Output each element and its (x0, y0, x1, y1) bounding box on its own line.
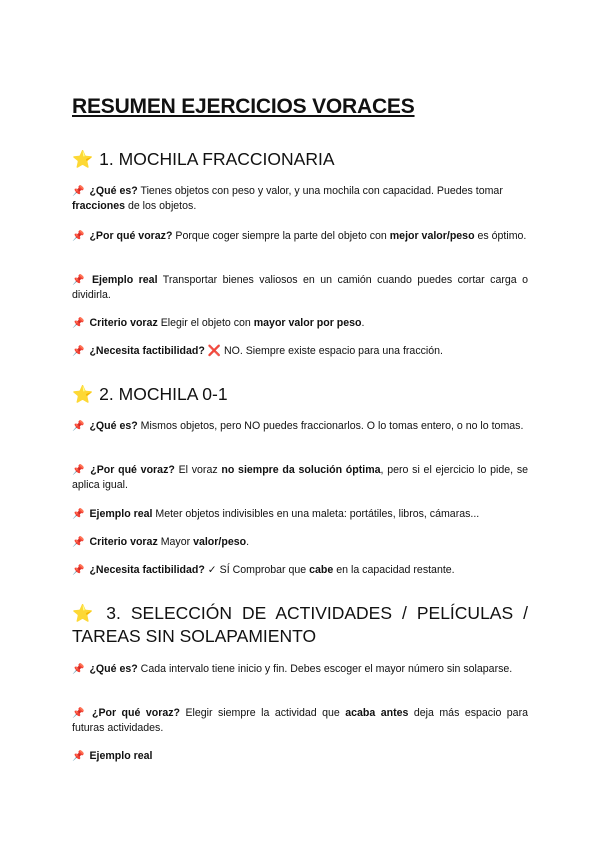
pushpin-icon: 📌 (72, 275, 87, 286)
star-icon: ⭐ (72, 150, 94, 169)
bullet-item: 📌 Ejemplo real Meter objetos indivisibles en una maleta: portátiles, libros, cámaras... (72, 508, 480, 520)
bullet-item: 📌 ¿Por qué voraz? Elegir siempre la actividad que acaba antes deja más espacio para futuras actividades. (72, 707, 528, 734)
pushpin-icon: 📌 (72, 231, 85, 242)
bullet-item: 📌 Criterio voraz Mayor valor/peso. (72, 536, 250, 548)
cross-icon: ❌ (207, 345, 221, 357)
bullet-item: 📌 Criterio voraz Elegir el objeto con mayor valor por peso. (72, 317, 365, 329)
check-icon: ✓ (207, 564, 217, 576)
bullet-item: 📌 ¿Qué es? Tienes objetos con peso y valor, y una mochila con capacidad. Puedes tomar fracciones de los objetos. (72, 185, 503, 212)
document-title: RESUMEN EJERCICIOS VORACES (72, 95, 415, 118)
bullet-item: 📌 Ejemplo real (72, 750, 153, 762)
pushpin-icon: 📌 (72, 421, 85, 432)
pushpin-icon: 📌 (72, 537, 85, 548)
bullet-item: 📌 ¿Por qué voraz? Porque coger siempre la parte del objeto con mejor valor/peso es óptimo. (72, 230, 527, 242)
bullet-item: 📌 ¿Por qué voraz? El voraz no siempre da solución óptima, pero si el ejercicio lo pide, se aplica igual. (72, 464, 529, 491)
section-heading-3: ⭐ 3. SELECCIÓN DE ACTIVIDADES / PELÍCULAS / TAREAS SIN SOLAPAMIENTO (72, 603, 528, 646)
pushpin-icon: 📌 (72, 465, 86, 476)
pushpin-icon: 📌 (72, 346, 85, 357)
pushpin-icon: 📌 (72, 708, 87, 719)
pushpin-icon: 📌 (72, 318, 85, 329)
bullet-item: 📌 Ejemplo real Transportar bienes valiosos en un camión cuando puedes cortar carga o dividirla. (72, 274, 529, 301)
pushpin-icon: 📌 (72, 664, 85, 675)
pushpin-icon: 📌 (72, 751, 85, 762)
bullet-item: 📌 ¿Qué es? Mismos objetos, pero NO puedes fraccionarlos. O lo tomas entero, o no lo tomas. (72, 420, 524, 432)
pushpin-icon: 📌 (72, 186, 85, 197)
star-icon: ⭐ (72, 385, 94, 404)
star-icon: ⭐ (72, 604, 99, 623)
bullet-item: 📌 ¿Necesita factibilidad? ✓ SÍ Comprobar que cabe en la capacidad restante. (72, 564, 455, 576)
bullet-item: 📌 ¿Necesita factibilidad? ❌ NO. Siempre existe espacio para una fracción. (72, 345, 443, 357)
section-heading-1: ⭐ 1. MOCHILA FRACCIONARIA (72, 149, 335, 169)
pushpin-icon: 📌 (72, 565, 85, 576)
bullet-item: 📌 ¿Qué es? Cada intervalo tiene inicio y fin. Debes escoger el mayor número sin solaparse. (72, 663, 513, 675)
section-heading-2: ⭐ 2. MOCHILA 0-1 (72, 384, 228, 404)
pushpin-icon: 📌 (72, 509, 85, 520)
